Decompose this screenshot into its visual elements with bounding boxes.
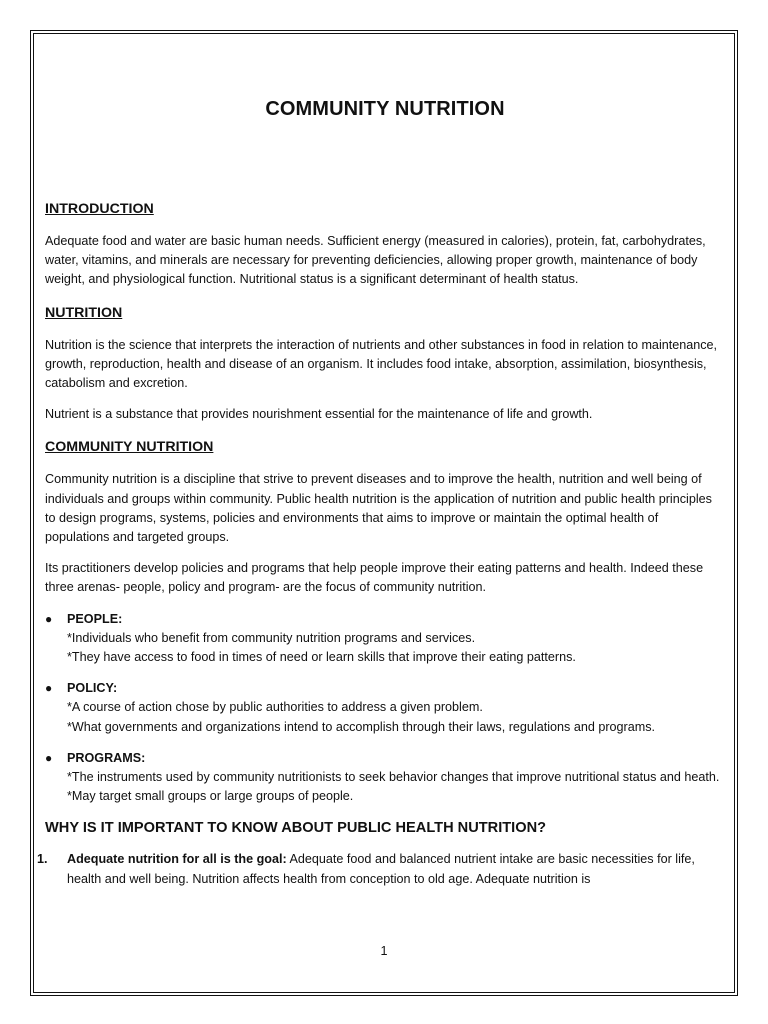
section-heading-introduction: INTRODUCTION bbox=[45, 201, 154, 217]
bullet-label: POLICY: bbox=[67, 681, 118, 696]
list-item-text: Adequate food and balanced nutrient intake are basic necessities for life, health and well being. Nutrition affects health from conception to old age. Adequate nutrition is bbox=[67, 852, 695, 886]
community-nutrition-paragraph-practitioners: Its practitioners develop policies and programs that help people improve their eating patterns and health. Indeed these three arenas- people, policy and program- are the focus of community nutrition. bbox=[45, 561, 704, 595]
list-item-programs bbox=[45, 749, 725, 807]
list-item-lead: Adequate nutrition for all is the goal: bbox=[67, 852, 287, 867]
bullet-line: *They have access to food in times of need or learn skills that improve their eating patterns. bbox=[67, 650, 576, 665]
bullet-label: PEOPLE: bbox=[67, 611, 123, 626]
section-heading-nutrition: NUTRITION bbox=[45, 304, 123, 321]
list-number: 1. bbox=[37, 852, 48, 867]
document-body bbox=[37, 92, 725, 889]
bullet-icon: ● bbox=[45, 611, 53, 626]
nutrition-paragraph-definition: Nutrition is the science that interprets the interaction of nutrients and other substances in food in relation to maintenance, growth, reproduction, health and disease of an organism. It includes food intake, absorption, assimilation, biosynthesis, catabolism and excretion. bbox=[45, 337, 718, 391]
page-number: 1 bbox=[380, 944, 388, 958]
section-heading-why-important: WHY IS IT IMPORTANT TO KNOW ABOUT PUBLIC HEALTH NUTRITION? bbox=[45, 820, 547, 837]
why-important-list bbox=[37, 850, 725, 888]
list-item-people bbox=[45, 610, 725, 668]
introduction-paragraph: Adequate food and water are basic human needs. Sufficient energy (measured in calories), protein, fat, carbohydrates, water, vitamins, and minerals are necessary for preventing deficiencies, allowing proper growth, maintenance of body weight, and physiological function. Nutritional status is a significant determinant of health status. bbox=[45, 234, 706, 287]
nutrition-paragraph-nutrient: Nutrient is a substance that provides nourishment essential for the maintenance of life and growth. bbox=[45, 407, 593, 422]
bullet-line: *May target small groups or large groups of people. bbox=[67, 789, 354, 804]
section-heading-community-nutrition: COMMUNITY NUTRITION bbox=[45, 439, 214, 456]
community-nutrition-paragraph-definition: Community nutrition is a discipline that strive to prevent diseases and to improve the health, nutrition and well being of individuals and groups within community. Public health nutrition is the application of nutrition and public health principles to design programs, systems, policies and environments that aims to improve or maintain the optimal health of populations and targeted groups. bbox=[45, 472, 712, 545]
bullet-line: *A course of action chose by public authorities to address a given problem. bbox=[67, 700, 483, 715]
bullet-line: *The instruments used by community nutritionists to seek behavior changes that improve nutritional status and heath. bbox=[67, 770, 720, 785]
bullet-icon: ● bbox=[45, 750, 53, 765]
bullet-label: PROGRAMS: bbox=[67, 750, 146, 765]
bullet-icon: ● bbox=[45, 681, 53, 696]
document-title: COMMUNITY NUTRITION bbox=[265, 98, 505, 120]
bullet-line: *Individuals who benefit from community nutrition programs and services. bbox=[67, 630, 476, 645]
list-item-adequate-nutrition bbox=[37, 850, 725, 888]
arenas-list bbox=[45, 610, 725, 807]
bullet-line: *What governments and organizations intend to accomplish through their laws, regulations and programs. bbox=[67, 719, 656, 734]
list-item-policy bbox=[45, 679, 725, 737]
